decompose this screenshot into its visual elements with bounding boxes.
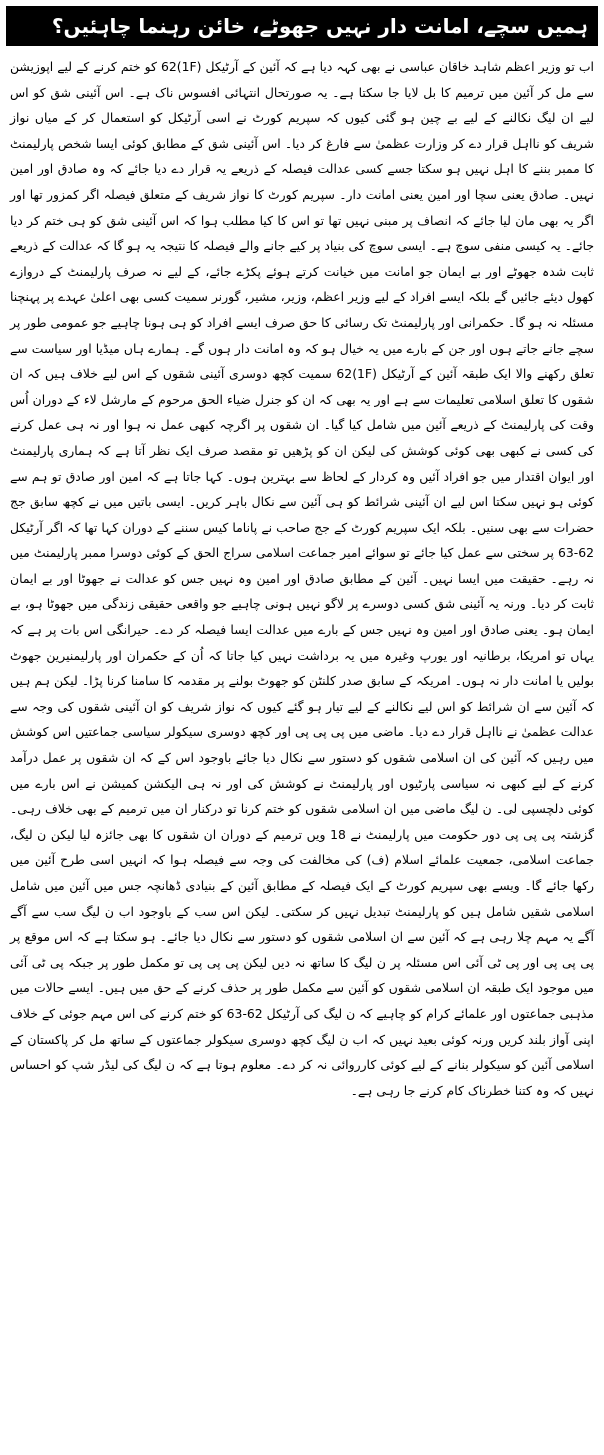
article-paragraph: اب تو وزیر اعظم شاہد خاقان عباسی نے بھی کہہ دیا ہے کہ آئین کے آرٹیکل (1F)62 کو ختم کرنے کے لیے اپوزیشن سے مل کر آئین میں ترمیم کا بل لایا جا سکتا ہے۔ یہ صورتحال انتہائی افسوس ناک ہے۔ اس آئینی شق کو اس لیے ان لیگ نکالنے کے لیے بے چین ہو گئی کیوں کہ سپریم کورٹ نے اسی آرٹیکل کو استعمال کر کے میاں نواز شریف کو نااہل قرار دے کر وزارت عظمیٰ سے فارغ کر دیا۔ اس آئینی شق کے مطابق کوئی ایسا شخص پارلیمنٹ کا ممبر بننے کا اہل نہیں ہو سکتا جسے کسی عدالت فیصلہ کے ذریعے یہ قرار دے دیا جائے کہ وہ صادق اور امین نہیں۔ صادق یعنی سچا اور امین یعنی امانت دار۔ سپریم کورٹ کا نواز شریف کے متعلق فیصلہ اگر کمزور تھا اور اگر یہ بھی مان لیا جائے کہ انصاف پر مبنی نہیں تھا تو اس کا کیا مطلب ہوا کہ اس آئینی شق کو ہی ختم کر دیا جائے۔ یہ کیسی منفی سوچ ہے۔ ایسی سوچ کی بنیاد پر کیے جانے والے فیصلہ کا نتیجہ یہ ہو گا کہ عدالت کے ذریعے ثابت شدہ جھوٹے اور بے ایمان جو امانت میں خیانت کرتے ہوئے پکڑے جائے، کے لیے نہ صرف پارلیمنٹ کے دروازے کھول دیئے جائیں گے بلکہ ایسے افراد کے لیے وزیر اعظم، وزیر، مشیر، گورنر سمیت کسی بھی اعلیٰ عہدے پر پہنچنا مسئلہ نہ ہو گا۔ حکمرانی اور پارلیمنٹ تک رسائی کا حق صرف ایسے افراد کو ہی ہونا چاہیے جو عمومی طور پر سچے جانے جاتے ہوں اور جن کے بارے میں یہ خیال ہو کہ وہ امانت دار ہوں گے۔ ہمارے ہاں میڈیا اور سیاست سے تعلق رکھنے والا ایک طبقہ آئین کے آرٹیکل (1F)62 سمیت کچھ دوسری آئینی شقوں کے اس لیے خلاف ہیں کہ ان شقوں کا تعلق اسلامی تعلیمات سے ہے اور یہ بھی کہ ان کو جنرل ضیاء الحق مرحوم کے مارشل لاء کے دوران اُس وقت کی پارلیمنٹ کے ذریعے آئین میں شامل کیا گیا۔ ان شقوں پر اگرچہ کبھی عمل نہ ہوا اور نہ ہی عمل کرنے کی کسی نے کبھی بھی کوئی کوشش کی لیکن ان کو پڑھیں تو مقصد صرف ایک نظر آتا ہے کہ ہماری پارلیمنٹ اور ایوان اقتدار میں جو افراد آئیں وہ کردار کے لحاظ سے بہترین ہوں۔ کہا جاتا ہے کہ امین اور صادق تو ہم سے کوئی ہو نہیں سکتا اس لیے ان آئینی شرائط کو ہی آئین سے نکال باہر کریں۔ ایسی باتیں میں نے کچھ سابق جج حضرات سے بھی سنیں۔ بلکہ ایک سپریم کورٹ کے جج صاحب نے پاناما کیس سننے کے دوران کہا تھا کہ اگر آرٹیکل 62-63 پر سختی سے عمل کیا جائے تو سوائے امیر جماعت اسلامی سراج الحق کے کوئی دوسرا ممبر پارلیمنٹ میں نہ رہے۔ حقیقت میں ایسا نہیں۔ آئین کے مطابق صادق اور امین وہ نہیں جس کو عدالت نے جھوٹا اور بے ایمان ثابت کر دیا۔ ورنہ یہ آئینی شق کسی دوسرے پر لاگو نہیں ہونی چاہیے جو واقعی حقیقی زندگی میں جھوٹا ہو، بے ایمان ہو۔ یعنی صادق اور امین وہ نہیں جس کے بارے میں عدالت ایسا فیصلہ کر دے۔ حیرانگی اس بات پر ہے کہ یہاں تو امریکا، برطانیہ اور یورپ وغیرہ میں یہ برداشت نہیں کیا جاتا کہ اُن کے حکمران اور پارلیمنیرین جھوٹ بولیں یا امانت دار نہ ہوں۔ امریکہ کے سابق صدر کلنٹن کو جھوٹ بولنے پر مقدمہ کا سامنا کرنا پڑا۔ لیکن ہم ہیں کہ آئین سے ان شرائط کو اس لیے نکالنے کے لیے تیار ہو گئے کیوں کہ نواز شریف کو ان آئینی شقوں کی وجہ سے عدالت عظمیٰ نے نااہل قرار دے دیا۔ ماضی میں پی پی پی اور کچھ دوسری سیکولر سیاسی جماعتیں اس کوشش میں رہیں کہ آئین کی ان اسلامی شقوں کو دستور سے نکال دیا جائے باوجود اس کے کہ ان شقوں پر عمل درآمد کرنے کے لیے کبھی نہ سیاسی پارٹیوں اور پارلیمنٹ نے کوشش کی اور نہ ہی الیکشن کمیشن نے اس بارے میں کوئی دلچسپی لی۔ ن لیگ ماضی میں ان اسلامی شقوں کو ختم کرنا تو درکنار ان میں ترمیم کے بھی خلاف رہی۔ گزشتہ پی پی پی دور حکومت میں پارلیمنٹ نے 18 ویں ترمیم کے دوران ان شقوں کا بھی جائزہ لیا لیکن ن لیگ، جماعت اسلامی، جمعیت علمائے اسلام (ف) کی مخالفت کی وجہ سے فیصلہ ہوا کہ انہیں اسی طرح آئین میں رکھا جائے گا۔ ویسے بھی سپریم کورٹ کے ایک فیصلہ کے مطابق آئین کے بنیادی ڈھانچہ جس میں آئین میں شامل اسلامی شقیں شامل ہیں کو پارلیمنٹ تبدیل نہیں کر سکتی۔ لیکن اس سب کے باوجود اب ن لیگ سب سے آگے آگے یہ مہم چلا رہی ہے کہ آئین سے ان اسلامی شقوں کو دستور سے نکال دیا جائے۔ ہو سکتا ہے کہ اس موقع پر پی پی پی اور پی ٹی آئی اس مسئلہ پر ن لیگ کا ساتھ نہ دیں لیکن پی پی پی تو مکمل طور پر جبکہ پی ٹی آئی میں موجود ایک طبقہ ان اسلامی شقوں کو آئین سے مکمل طور پر حذف کرنے کے حق میں ہیں۔ ایسے حالات میں مذہبی جماعتوں اور علمائے کرام کو چاہیے کہ ن لیگ کی آرٹیکل 62-63 کو ختم کرنے کی اس مہم جوئی کے خلاف اپنی آواز بلند کریں ورنہ کوئی بعید نہیں کہ اب ن لیگ کچھ دوسری سیکولر جماعتوں کے ساتھ مل کر پاکستان کے اسلامی آئین کو سیکولر بنانے کے لیے کوئی کارروائی نہ کر دے۔ معلوم ہوتا ہے کہ ن لیگ کی لیڈر شپ کو احساس نہیں کہ وہ کتنا خطرناک کام کرنے جا رہی ہے۔ — [9, 59, 594, 1098]
headline: ہمیں سچے، امانت دار نہیں جھوٹے، خائن رہنما چاہئیں؟ — [51, 14, 588, 38]
headline-bar — [6, 6, 598, 46]
article-body — [6, 54, 598, 1449]
